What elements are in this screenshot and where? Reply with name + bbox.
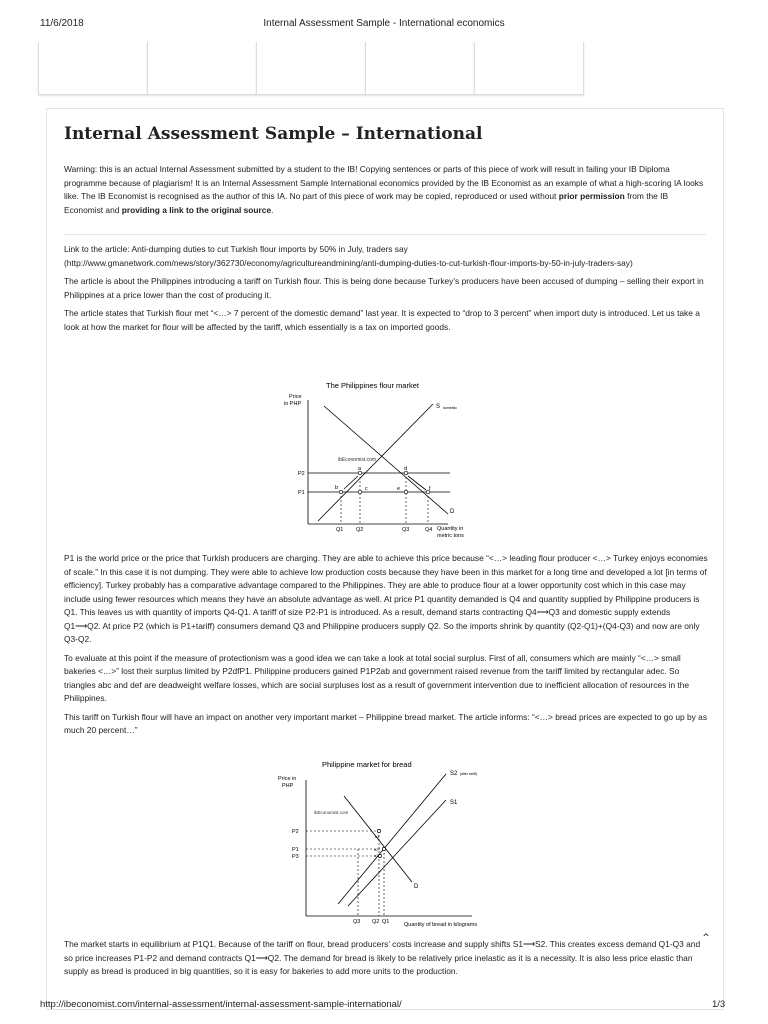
chevron-up-icon[interactable]: ⌃ xyxy=(701,931,712,945)
paragraph: P1 is the world price or the price that Turkish producers are charging. They are able to achieve this price because “<…> leading flour producer <…> Turkey enjoys economies of scale.” In this case it is not dumping. They were able to achieve low production costs because they have been in this market for a long time and developed a lot [in terms of efficiency]. Turkey probably has a comparative advantage compared to the Philippines. They are able to produce flour at a lower opportunity cost which in this case may include using fewer resources which means they have an absolute advantage as well. At price P1 quantity demanded is Q4 and quantity supplied by Philippine producers is Q1. This leaves us with quantity of imports Q4-Q1. A tariff of size P2-P1 is introduced. As a result, demand starts contracting Q4⟶Q3 and domestic supply extends Q1⟶Q2. At price P2 (which is P1+tariff) consumers demand Q3 and Philippine producers supply Q2. So the imports shrink by quantity (Q2-Q1)+(Q4-Q3) and now are only Q3-Q2. xyxy=(64,553,708,644)
point-label: e2 xyxy=(374,847,379,852)
x-tick: Q2 xyxy=(356,527,364,533)
x-tick: Q3 xyxy=(353,919,361,925)
y-tick: P1 xyxy=(292,847,299,853)
y-axis-label: in PHP xyxy=(284,401,302,407)
y-tick: P2 xyxy=(298,471,305,477)
y-tick: P1 xyxy=(298,490,305,496)
print-date: 11/6/2018 xyxy=(40,18,84,29)
supply-s1-label: S1 xyxy=(450,800,458,806)
y-tick: P3 xyxy=(292,854,299,860)
supply-label: S xyxy=(436,404,441,410)
chart-title: Philippine market for bread xyxy=(322,760,412,769)
article-link[interactable]: Link to the article: Anti-dumping duties to cut Turkish flour imports by 50% in July, traders say (http://www.gmanetwork.com/news/story/362730/economy/agricultureandmining/anti-dumping-duties-to-cut-turkish-flour-imports-by-50-in-july-traders-say) xyxy=(64,244,633,268)
dashed-guides xyxy=(341,473,428,524)
supply-s2-label: S2 xyxy=(450,771,458,777)
nav-box[interactable] xyxy=(365,42,475,95)
point-label: e1 xyxy=(375,834,380,839)
bread-market-chart xyxy=(272,756,512,932)
watermark: ibEconomist.com xyxy=(314,810,349,815)
print-title: Internal Assessment Sample - International economics xyxy=(263,18,505,29)
point-label: e xyxy=(397,486,401,492)
paragraph: To evaluate at this point if the measure of protectionism was a good idea we can take a look at total social surplus. First of all, consumers which are mainly “<…> small bakeries <…>” lost their surplus limited by P2dfP1. Philippine producers gained P1P2ab and government raised revenue from the tariff limited by rectangular adec. So triangles abc and def are deadweight welfare losses, which are social surpluses lost as a result of government intervention due to inefficient allocation of resources in the Philippines. xyxy=(64,652,690,703)
dashed-guides xyxy=(306,831,384,916)
print-header xyxy=(0,0,768,40)
x-tick: Q4 xyxy=(425,527,433,533)
point-label: f xyxy=(429,486,431,492)
y-axis-label: Price xyxy=(289,394,302,400)
chart-title: The Philippines flour market xyxy=(326,381,419,390)
flour-market-chart xyxy=(280,376,480,544)
supply-sublabel: domestic xyxy=(443,406,458,410)
analysis-text xyxy=(64,552,709,738)
x-axis-label: metric tons xyxy=(437,533,464,539)
print-page-number: 1/3 xyxy=(712,999,726,1010)
point-label: c xyxy=(365,486,368,492)
paragraph: The article states that Turkish flour met “<…> 7 percent of the domestic demand” last year. It is expected to “drop to 3 percent” when import duty is introduced. Let us take a look at how the market for flour will be affected by the tariff, which essentially is a tax on imported goods. xyxy=(64,308,700,332)
print-footer-url: http://ibeconomist.com/internal-assessment/internal-assessment-sample-international/ xyxy=(40,999,402,1010)
supply-s2-sublabel: (after tariff) xyxy=(460,772,478,776)
bold-text: prior permission xyxy=(558,191,625,201)
nav-box[interactable] xyxy=(474,42,584,95)
point-label: e3 xyxy=(374,853,379,858)
divider xyxy=(64,234,706,235)
nav-box[interactable] xyxy=(38,42,148,95)
demand-curve xyxy=(344,796,412,882)
article-intro xyxy=(64,243,709,334)
supply-s2-curve xyxy=(338,774,446,904)
demand-label: D xyxy=(414,884,419,890)
demand-label: D xyxy=(450,509,455,515)
point-label: d xyxy=(404,466,408,472)
y-tick: P2 xyxy=(292,829,299,835)
warning-paragraph: Warning: this is an actual Internal Assessment submitted by a student to the IB! Copying sentences or parts of this piece of work will result in failing your IB Diploma programme because of plagiarism! It is an Internal Assessment Sample International economics provided by the IB Economist as an example of what a high-scoring IA looks like. The IB Economist is recognised as the author of this IA. No part of this piece of work may be copied, reproduced or used without prior permission from the IB Economist and providing a link to the original source. xyxy=(64,164,704,215)
supply-s1-curve xyxy=(348,800,446,906)
paragraph: The article is about the Philippines introducing a tariff on Turkish flour. This is being done because Turkey’s producers have been accused of dumping – selling their export in Philippines at a price lower than the cost of producing it. xyxy=(64,276,704,300)
paragraph: The market starts in equilibrium at P1Q1. Because of the tariff on flour, bread producers’ costs increase and supply shifts S1⟶S2. This creates excess demand Q1-Q3 and so price increases P1-P2 and demand contracts Q1⟶Q2. The demand for bread is likely to be relatively price inelastic as it is a necessity. It is also less price elastic than supply as bread is produced in big quantities, so it is easy for bakeries to add more units to the production. xyxy=(64,939,701,976)
paragraph: This tariff on Turkish flour will have an impact on another very important market – Philippine bread market. The article informs: “<…> bread prices are expected to go up by as much 20 percent…” xyxy=(64,711,708,735)
x-axis-label: Quantity of bread in kilograms xyxy=(404,922,478,928)
x-tick: Q1 xyxy=(336,527,344,533)
x-tick: Q1 xyxy=(382,919,390,925)
nav-box[interactable] xyxy=(256,42,366,95)
y-axis-label: PHP xyxy=(282,783,294,789)
nav-box[interactable] xyxy=(147,42,257,95)
point-label: b xyxy=(335,485,339,491)
point-label: a xyxy=(358,466,362,472)
page-title: Internal Assessment Sample – International xyxy=(64,124,483,144)
y-axis-label: Price in xyxy=(278,776,297,782)
watermark: ibEconomist.com xyxy=(338,457,377,463)
x-axis-label: Quantity in xyxy=(437,526,464,532)
welfare-arrows xyxy=(344,476,426,490)
conclusion-text xyxy=(64,938,709,979)
x-tick: Q2 xyxy=(372,919,380,925)
source-link[interactable]: providing a link to the original source xyxy=(121,204,272,215)
x-tick: Q3 xyxy=(402,527,410,533)
